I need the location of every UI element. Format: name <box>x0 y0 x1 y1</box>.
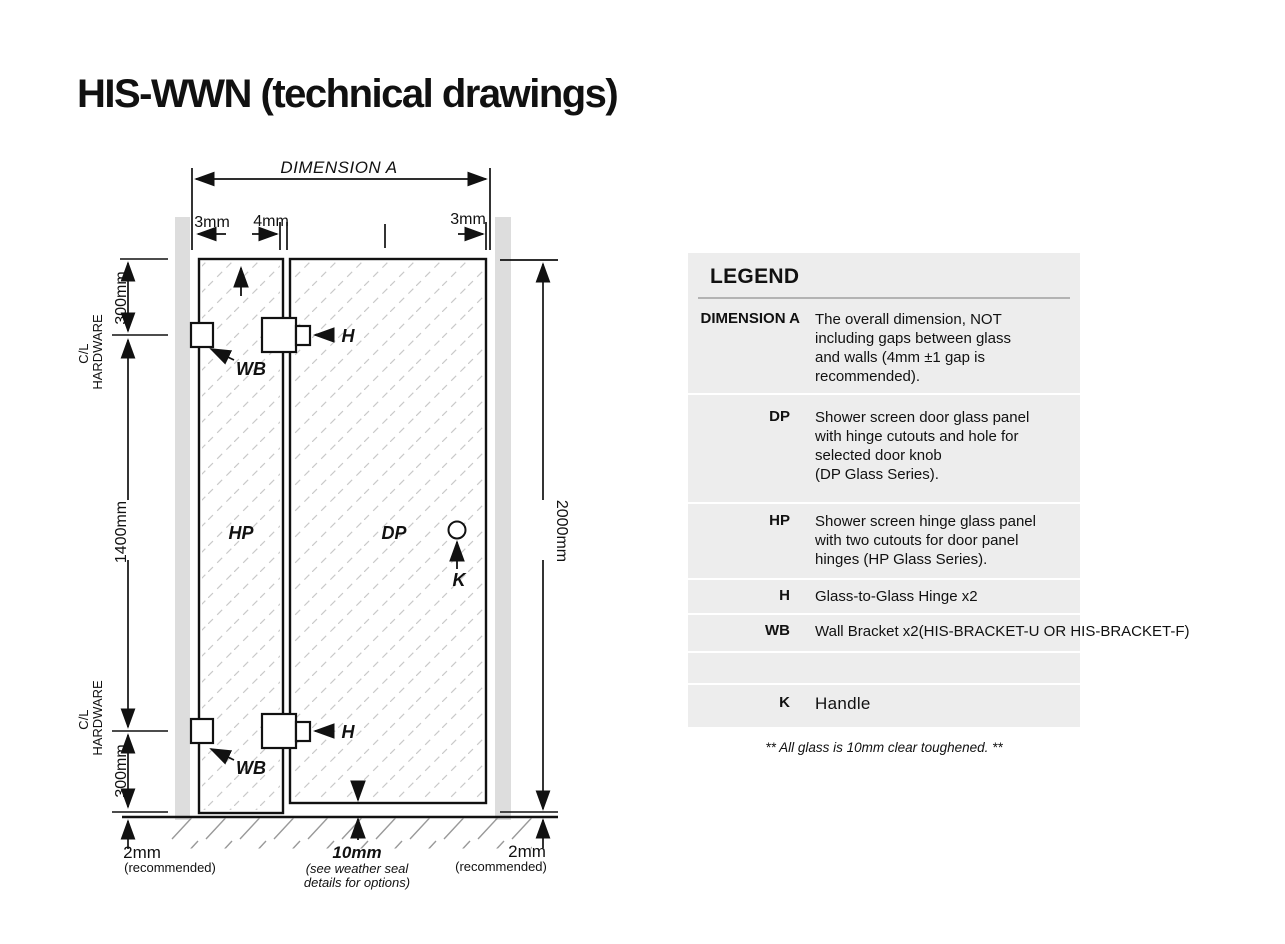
legend-footnote: ** All glass is 10mm clear toughened. ** <box>765 740 1003 755</box>
gap-mid-label: 4mm <box>253 213 289 230</box>
knob-label: K <box>452 570 466 590</box>
dimension-a-label: DIMENSION A <box>280 158 398 177</box>
top-offset-label: 300mm <box>113 271 130 325</box>
legend-row-dimension-a <box>698 297 1070 393</box>
legend-desc-line: and walls (4mm ±1 gap is <box>815 349 985 366</box>
door-gap-note-line1: (see weather seal <box>305 861 409 876</box>
page-title: HIS-WWN (technical drawings) <box>77 72 618 116</box>
legend-desc-line: including gaps between glass <box>815 330 1011 347</box>
legend-row-hp <box>688 502 1080 578</box>
legend-panel <box>688 253 1190 727</box>
floor-gap-left-label: 2mm <box>123 843 161 862</box>
legend-term: HP <box>769 512 790 529</box>
floor-gap-right-label: 2mm <box>508 842 546 861</box>
legend-row-k <box>688 683 1080 727</box>
legend-desc <box>815 587 978 613</box>
legend-desc-line: hinges (HP Glass Series). <box>815 551 988 568</box>
legend-desc <box>815 408 1029 502</box>
left-extension-lines <box>112 259 168 731</box>
legend-row-dp <box>688 393 1080 502</box>
legend-term: DIMENSION A <box>700 310 800 327</box>
top-gap-dims <box>198 222 486 250</box>
cl-hardware-top-label: C/L HARDWARE <box>76 314 105 390</box>
dp-panel-label: DP <box>381 523 407 543</box>
legend-desc-line: selected door knob <box>815 447 942 464</box>
legend-desc <box>815 622 1190 651</box>
floor-gap-left-note: (recommended) <box>124 860 216 875</box>
legend-row-wb <box>688 613 1190 651</box>
legend-desc-line: Wall Bracket x2(HIS-BRACKET-U OR HIS-BRACKET-F) <box>815 623 1190 640</box>
gap-right-label: 3mm <box>450 211 486 228</box>
hinge-top-label: H <box>341 326 355 346</box>
door-gap-note-line2: details for options) <box>303 875 411 890</box>
bottom-offset-label: 300mm <box>113 744 130 798</box>
legend-desc <box>815 512 1036 578</box>
legend-desc-line: Glass-to-Glass Hinge x2 <box>815 588 978 605</box>
left-wall <box>175 217 190 820</box>
legend-term: K <box>779 694 790 711</box>
legend-term: H <box>779 587 790 604</box>
floor-gap-right-note: (recommended) <box>455 859 547 874</box>
legend-desc <box>815 694 871 727</box>
legend-desc-line: Shower screen door glass panel <box>815 409 1030 426</box>
dimension-a <box>192 168 490 250</box>
right-wall <box>495 217 511 820</box>
mid-height-label: 1400mm <box>113 500 130 564</box>
legend-row-h <box>688 578 1080 613</box>
legend-header: LEGEND <box>710 265 800 288</box>
legend-desc-line: Handle <box>815 694 871 713</box>
bracket-bottom-label: WB <box>236 758 266 778</box>
legend-desc-line: with hinge cutouts and hole for <box>815 428 1019 445</box>
legend-desc-line: The overall dimension, NOT <box>815 311 1002 328</box>
hp-panel-label: HP <box>228 523 254 543</box>
total-height-label: 2000mm <box>553 499 570 563</box>
legend-desc-line: (DP Glass Series). <box>815 466 939 483</box>
door-gap-label: 10mm <box>332 843 382 862</box>
legend-term: DP <box>769 408 790 425</box>
legend-term: WB <box>765 622 790 639</box>
legend-desc-line: with two cutouts for door panel <box>815 532 1019 549</box>
bracket-top-label: WB <box>236 359 266 379</box>
legend-desc <box>815 310 1011 393</box>
hinge-bottom-label: H <box>341 722 355 742</box>
legend-desc-line: recommended). <box>815 368 921 385</box>
gap-left-label: 3mm <box>194 214 230 231</box>
legend-empty-row <box>688 651 1080 683</box>
legend-desc-line: Shower screen hinge glass panel <box>815 513 1036 530</box>
cl-hardware-bottom-label: C/L HARDWARE <box>76 680 105 756</box>
